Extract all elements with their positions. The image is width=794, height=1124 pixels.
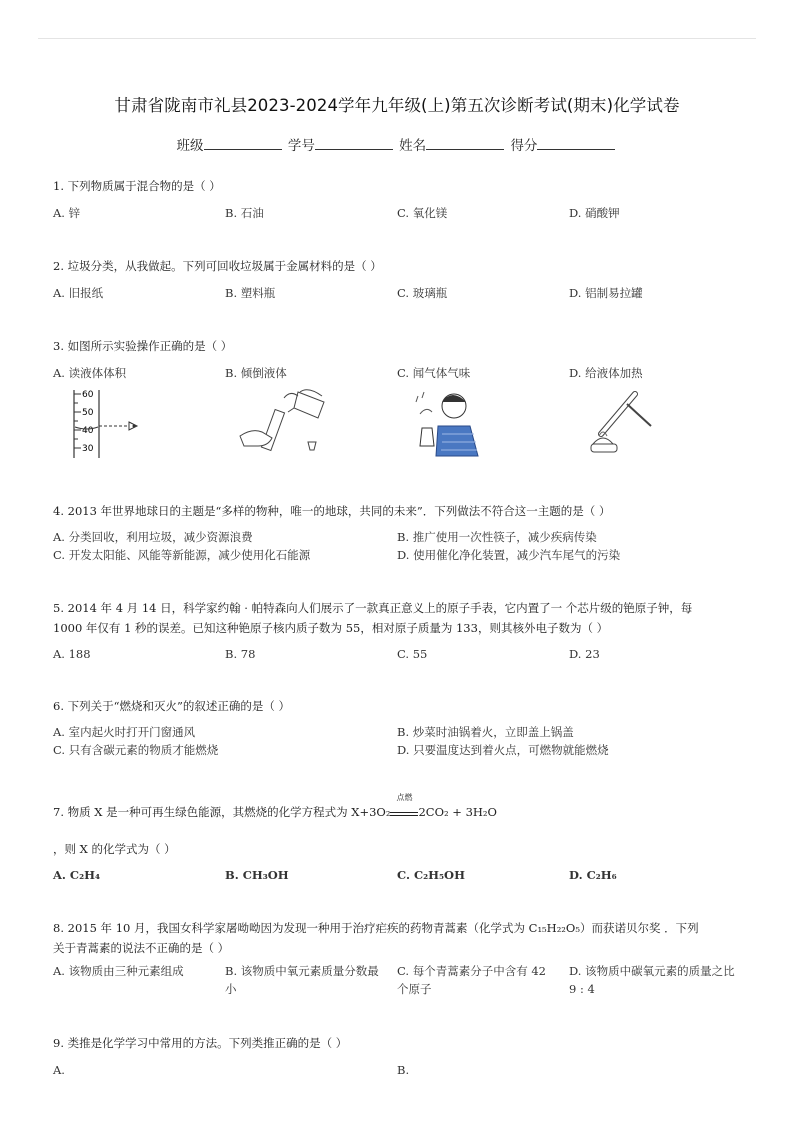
option-c[interactable]: C. 每个青蒿素分子中含有 42 个原子 [397,964,546,996]
option-b[interactable]: B. 塑料瓶 [225,286,276,300]
question-stem: 4. 2013 年世界地球日的主题是“多样的物种，唯一的地球，共同的未来”．下列做法不符合这一主题的是（ ） [53,504,611,518]
question-stem: 3. 如图所示实验操作正确的是（ ） [53,339,233,353]
question-stem-line-2: 1000 年仅有 1 秒的误差。已知这种铯原子核内质子数为 55，相对原子质量为 133，则其核外电子数为（ ） [53,621,609,635]
reaction-condition: 点燃 [390,803,418,816]
option-a[interactable]: A. 188 [53,647,91,661]
option-d[interactable]: D. 硝酸钾 [569,206,620,220]
question-stem: 2. 垃圾分类，从我做起。下列可回收垃圾属于金属材料的是（ ） [53,259,382,273]
option-a[interactable]: A. 该物质由三种元素组成 [53,964,184,978]
question-stem-line-1: 5. 2014 年 4 月 14 日，科学家约翰 · 帕特森向人们展示了一款真正意义上的原子手表，它内置了一 个芯片级的铯原子钟，每 [53,601,693,615]
option-a[interactable]: A. 旧报纸 [53,286,104,300]
option-b[interactable]: B. 倾倒液体 [225,366,287,380]
option-c[interactable]: C. 55 [397,647,428,661]
option-d[interactable]: D. 只要温度达到着火点，可燃物就能燃烧 [397,743,609,757]
option-c[interactable]: C. 只有含碳元素的物质才能燃烧 [53,743,219,757]
option-d[interactable]: D. 使用催化净化装置，减少汽车尾气的污染 [397,548,621,562]
name-label: 姓名 [399,138,427,154]
question-9 [53,1033,743,1053]
question-8 [53,918,743,958]
question-stem-line-1: 8. 2015 年 10 月，我国女科学家屠呦呦因为发现一种用于治疗疟疾的药物青蒿素（化学式为 C₁₅H₂₂O₅）而获诺贝尔奖 ．下列 [53,921,699,935]
option-a[interactable]: A. 室内起火时打开门窗通风 [53,725,196,739]
cylinder-tick-label: 60 [82,390,94,400]
option-c[interactable]: C. 玻璃瓶 [397,286,448,300]
question-2 [53,256,743,276]
question-7-line-2: ，则 X 的化学式为（ ） [53,842,176,856]
option-a[interactable]: A. 读液体体积 [53,366,127,380]
question-6 [53,696,743,716]
option-a[interactable]: A. 锌 [53,206,81,220]
cylinder-tick-label: 40 [82,426,94,436]
header-divider [38,38,756,39]
question-7 [53,793,743,822]
option-c[interactable]: C. C₂H₅OH [397,868,465,882]
option-a[interactable]: A. C₂H₄ [53,868,101,882]
question-3 [53,336,743,356]
option-c[interactable]: C. 开发太阳能、风能等新能源，减少使用化石能源 [53,548,311,562]
option-b[interactable]: B. 推广使用一次性筷子，减少疾病传染 [397,530,597,544]
reaction-products: 2CO₂ + 3H₂O [418,805,497,819]
cylinder-tick-label: 30 [82,444,94,454]
graduated-cylinder-figure [71,388,151,463]
page-title: 甘肃省陇南市礼县2023-2024学年九年级(上)第五次诊断考试(期末)化学试卷 [114,96,680,115]
option-d[interactable]: D. 铝制易拉罐 [569,286,643,300]
class-label: 班级 [176,138,204,154]
option-b[interactable]: B. 78 [225,647,256,661]
question-1 [53,176,743,196]
option-d[interactable]: D. 该物质中碳氧元素的质量之比 9 : 4 [569,964,735,996]
cylinder-tick-label: 50 [82,408,94,418]
question-stem-line-2: 关于青蒿素的说法不正确的是（ ） [53,941,230,955]
question-stem: 6. 下列关于“燃烧和灭火”的叙述正确的是（ ） [53,699,291,713]
option-c[interactable]: C. 闻气体气味 [397,366,471,380]
question-stem: 7. 物质 X 是一种可再生绿色能源，其燃烧的化学方程式为 X+3O₂ [53,805,391,819]
question-stem: 9. 类推是化学学习中常用的方法。下列类推正确的是（ ） [53,1036,348,1050]
smelling-gas-figure [408,388,493,463]
option-a[interactable]: A. [53,1063,65,1077]
id-blank[interactable] [315,137,393,150]
id-label: 学号 [287,138,315,154]
score-blank[interactable] [537,137,615,150]
question-4 [53,501,743,521]
heating-liquid-figure [583,388,668,463]
question-3-figures [53,388,743,463]
pouring-liquid-figure [238,388,338,463]
name-blank[interactable] [426,137,504,150]
option-b[interactable]: B. 该物质中氧元素质量分数最小 [225,964,379,996]
option-d[interactable]: D. 23 [569,647,600,661]
score-label: 得分 [510,138,538,154]
question-stem: 1. 下列物质属于混合物的是（ ） [53,179,221,193]
option-d[interactable]: D. 给液体加热 [569,366,643,380]
option-c[interactable]: C. 氧化镁 [397,206,448,220]
question-5 [53,598,743,638]
class-blank[interactable] [204,137,282,150]
student-info-line [0,134,794,154]
option-b[interactable]: B. 炒菜时油锅着火，立即盖上锅盖 [397,725,574,739]
option-a[interactable]: A. 分类回收，利用垃圾，减少资源浪费 [53,530,253,544]
option-d[interactable]: D. C₂H₆ [569,868,617,882]
option-b[interactable]: B. [397,1063,410,1077]
option-b[interactable]: B. CH₃OH [225,868,289,882]
option-b[interactable]: B. 石油 [225,206,264,220]
